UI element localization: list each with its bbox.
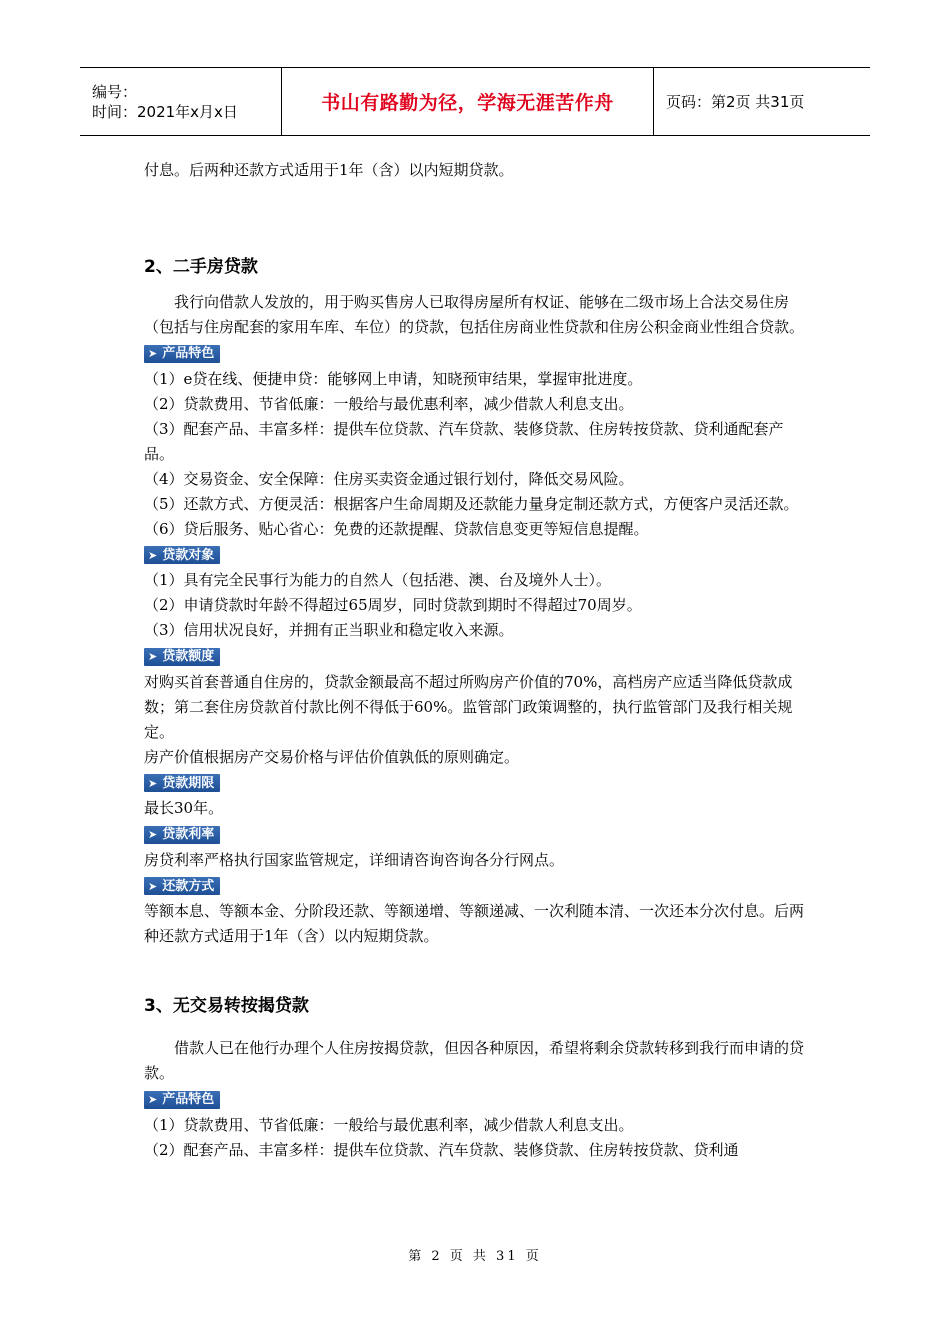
list-item: （2）申请贷款时年龄不得超过65周岁，同时贷款到期时不得超过70周岁。 xyxy=(144,596,642,614)
rate-paragraph: 房贷利率严格执行国家监管规定，详细请咨询咨询各分行网点。 xyxy=(144,850,565,869)
time-label: 时间：2021年x月x日 xyxy=(92,102,238,121)
tag-repayment xyxy=(144,877,220,895)
tag-product-features xyxy=(144,1091,220,1109)
header-page-cell xyxy=(654,68,870,135)
tag-loan-target xyxy=(144,546,220,564)
list-item: （3）信用状况良好，并拥有正当职业和稳定收入来源。 xyxy=(144,621,514,639)
section2-description: 我行向借款人发放的，用于购买售房人已取得房屋所有权证、能够在二级市场上合法交易住房（包括与住房配套的家用车库、车位）的贷款，包括住房商业性贷款和住房公积金商业性组合贷款。 xyxy=(144,293,805,336)
amount-paragraph: 房产价值根据房产交易价格与评估价值孰低的原则确定。 xyxy=(144,747,520,766)
chevron-right-icon: ➤ xyxy=(148,776,158,790)
chevron-right-icon: ➤ xyxy=(148,1093,158,1106)
tag-product-features xyxy=(144,345,220,363)
list-item: （1）具有完全民事行为能力的自然人（包括港、澳、台及境外人士）。 xyxy=(144,571,612,589)
tag-label: 产品特色 xyxy=(162,1092,215,1107)
amount-paragraph: 对购买首套普通自住房的，贷款金额最高不超过所购房产价值的70%，高档房产应适当降低贷款成数；第二套住房贷款首付款比例不得低于60%。监管部门政策调整的，执行监管部门及我行相关规定。 xyxy=(144,672,793,741)
header-slogan-cell xyxy=(282,68,654,135)
list-item: （1）贷款费用、节省低廉：一般给与最优惠利率，减少借款人利息支出。 xyxy=(144,1115,634,1134)
section3-description: 借款人已在他行办理个人住房按揭贷款，但因各种原因，希望将剩余贷款转移到我行而申请的贷款。 xyxy=(144,1039,805,1082)
page-header xyxy=(80,67,870,136)
list-item: （5）还款方式、方便灵活：根据客户生命周期及还款能力量身定制还款方式，方便客户灵活还款。 xyxy=(144,494,799,513)
tag-loan-amount xyxy=(144,648,220,666)
page-label: 页码：第2页 共31页 xyxy=(666,93,805,111)
chevron-right-icon: ➤ xyxy=(148,879,158,893)
list-item: （1）e贷在线、便捷申贷：能够网上申请，知晓预审结果，掌握审批进度。 xyxy=(144,369,643,388)
tag-label: 贷款利率 xyxy=(162,827,215,842)
section2-title: 2、二手房贷款 xyxy=(144,257,258,277)
chevron-right-icon: ➤ xyxy=(148,828,158,841)
list-item: （4）交易资金、安全保障：住房买卖资金通过银行划付，降低交易风险。 xyxy=(144,469,634,488)
page-footer: 第 2 页 共 31 页 xyxy=(408,1249,542,1264)
chevron-right-icon: ➤ xyxy=(148,347,158,360)
list-item: （6）贷后服务、贴心省心：免费的还款提醒、贷款信息变更等短信息提醒。 xyxy=(144,519,649,538)
list-item: （2）配套产品、丰富多样：提供车位贷款、汽车贷款、装修贷款、住房转按贷款、贷利通 xyxy=(144,1140,739,1159)
tag-label: 贷款额度 xyxy=(162,649,215,664)
header-meta xyxy=(80,68,282,135)
tag-loan-term xyxy=(144,774,220,792)
tag-label: 产品特色 xyxy=(162,346,215,361)
tag-label: 贷款对象 xyxy=(162,547,215,563)
chevron-right-icon: ➤ xyxy=(148,650,158,663)
header-slogan: 书山有路勤为径，学海无涯苦作舟 xyxy=(321,92,614,114)
tag-loan-rate xyxy=(144,826,220,844)
term-paragraph: 最长30年。 xyxy=(144,799,224,817)
section3-title: 3、无交易转按揭贷款 xyxy=(144,996,309,1016)
chevron-right-icon: ➤ xyxy=(148,548,158,562)
number-label: 编号： xyxy=(92,82,138,101)
list-item: （2）贷款费用、节省低廉：一般给与最优惠利率，减少借款人利息支出。 xyxy=(144,394,634,413)
list-item: （3）配套产品、丰富多样：提供车位贷款、汽车贷款、装修贷款、住房转按贷款、贷利通配套产品。 xyxy=(144,419,784,463)
document-body xyxy=(144,158,809,1163)
tag-label: 还款方式 xyxy=(162,878,215,894)
intro-paragraph: 付息。后两种还款方式适用于1年（含）以内短期贷款。 xyxy=(144,161,514,179)
repayment-paragraph: 等额本息、等额本金、分阶段还款、等额递增、等额递减、一次利随本清、一次还本分次付息。后两种还款方式适用于1年（含）以内短期贷款。 xyxy=(144,902,805,945)
tag-label: 贷款期限 xyxy=(162,775,215,791)
